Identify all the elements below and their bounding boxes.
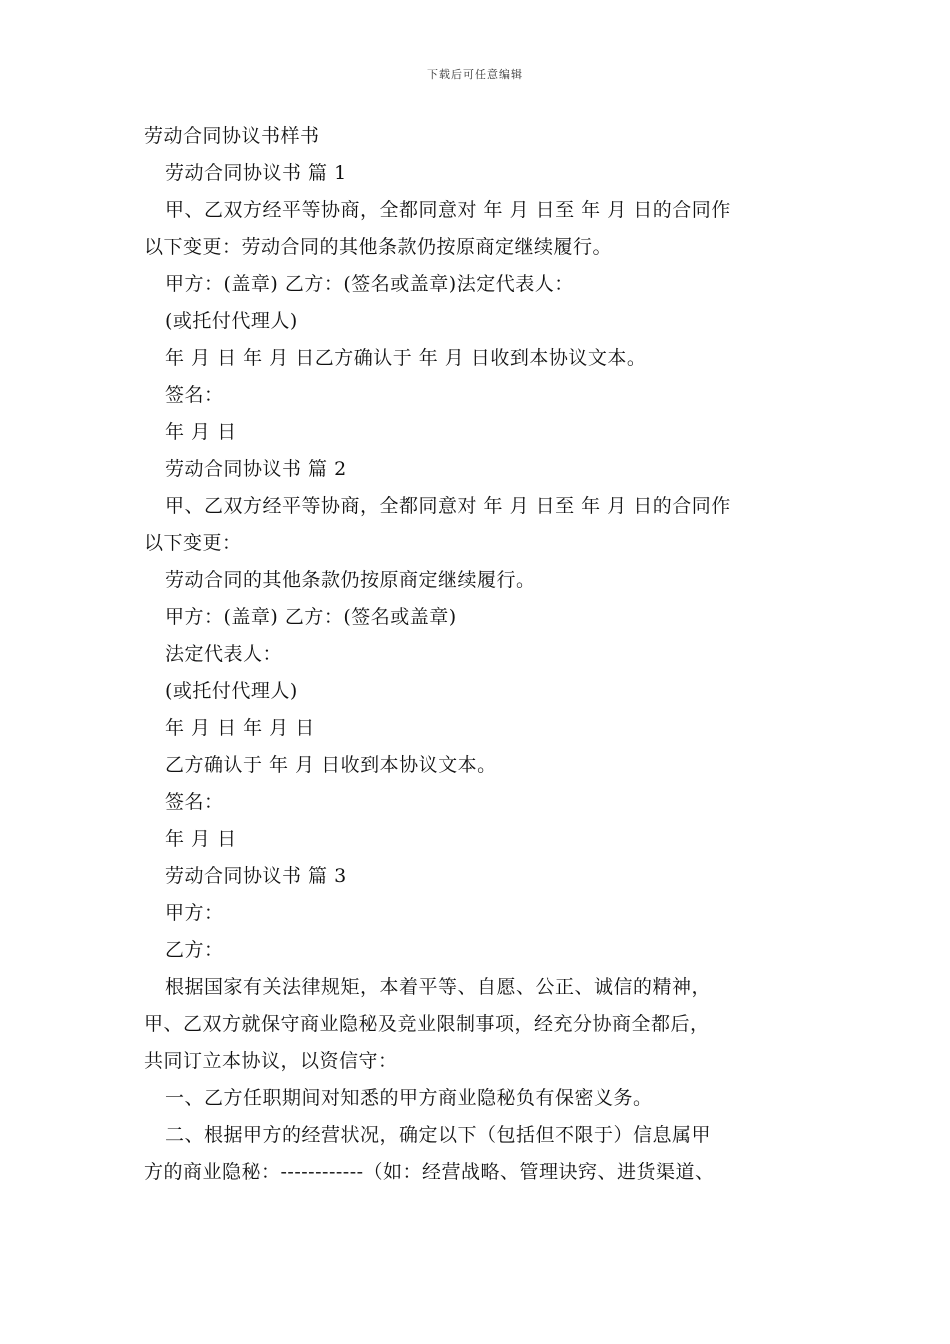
paragraph-list xyxy=(144,155,808,1191)
text-line: 签名： xyxy=(165,791,224,813)
text-line: (或托付代理人) xyxy=(165,680,298,702)
page-header: 下载后可任意编辑 xyxy=(427,68,523,81)
text-line: 年 月 日 xyxy=(165,421,237,443)
text-line: 年 月 日 年 月 日乙方确认于 年 月 日收到本协议文本。 xyxy=(165,347,647,369)
text-line: 劳动合同的其他条款仍按原商定继续履行。 xyxy=(165,569,536,591)
text-line: 共同订立本协议，以资信守： xyxy=(144,1050,398,1072)
document-title: 劳动合同协议书样书 xyxy=(144,125,320,147)
text-line: 乙方： xyxy=(165,939,224,961)
text-line: 一、乙方任职期间对知悉的甲方商业隐秘负有保密义务。 xyxy=(165,1087,653,1109)
text-line: 以下变更： xyxy=(144,532,242,554)
text-line: 二、根据甲方的经营状况，确定以下（包括但不限于）信息属甲 xyxy=(165,1124,712,1146)
text-line: 签名： xyxy=(165,384,224,406)
text-line: 年 月 日 xyxy=(165,828,237,850)
text-line: 年 月 日 年 月 日 xyxy=(165,717,315,739)
text-line: 以下变更：劳动合同的其他条款仍按原商定继续履行。 xyxy=(144,236,613,258)
text-line: 乙方确认于 年 月 日收到本协议文本。 xyxy=(165,754,497,776)
text-line: 甲方：(盖章) 乙方：(签名或盖章)法定代表人： xyxy=(165,273,574,295)
text-line: 劳动合同协议书 篇 3 xyxy=(165,865,347,887)
text-line: 甲、乙双方经平等协商，全都同意对 年 月 日至 年 月 日的合同作 xyxy=(165,199,731,221)
text-line: 甲方：(盖章) 乙方：(签名或盖章) xyxy=(165,606,457,628)
text-line: 根据国家有关法律规矩，本着平等、自愿、公正、诚信的精神， xyxy=(165,976,712,998)
text-line: 甲、乙双方就保守商业隐秘及竞业限制事项，经充分协商全都后， xyxy=(144,1013,710,1035)
text-line: 法定代表人： xyxy=(165,643,283,665)
text-line: (或托付代理人) xyxy=(165,310,298,332)
text-line: 方的商业隐秘：------------（如：经营战略、管理诀窍、进货渠道、 xyxy=(144,1161,715,1183)
text-line: 甲方： xyxy=(165,902,224,924)
document-body xyxy=(144,118,808,1191)
text-line: 劳动合同协议书 篇 1 xyxy=(165,162,347,184)
text-line: 劳动合同协议书 篇 2 xyxy=(165,458,347,480)
text-line: 甲、乙双方经平等协商，全都同意对 年 月 日至 年 月 日的合同作 xyxy=(165,495,731,517)
